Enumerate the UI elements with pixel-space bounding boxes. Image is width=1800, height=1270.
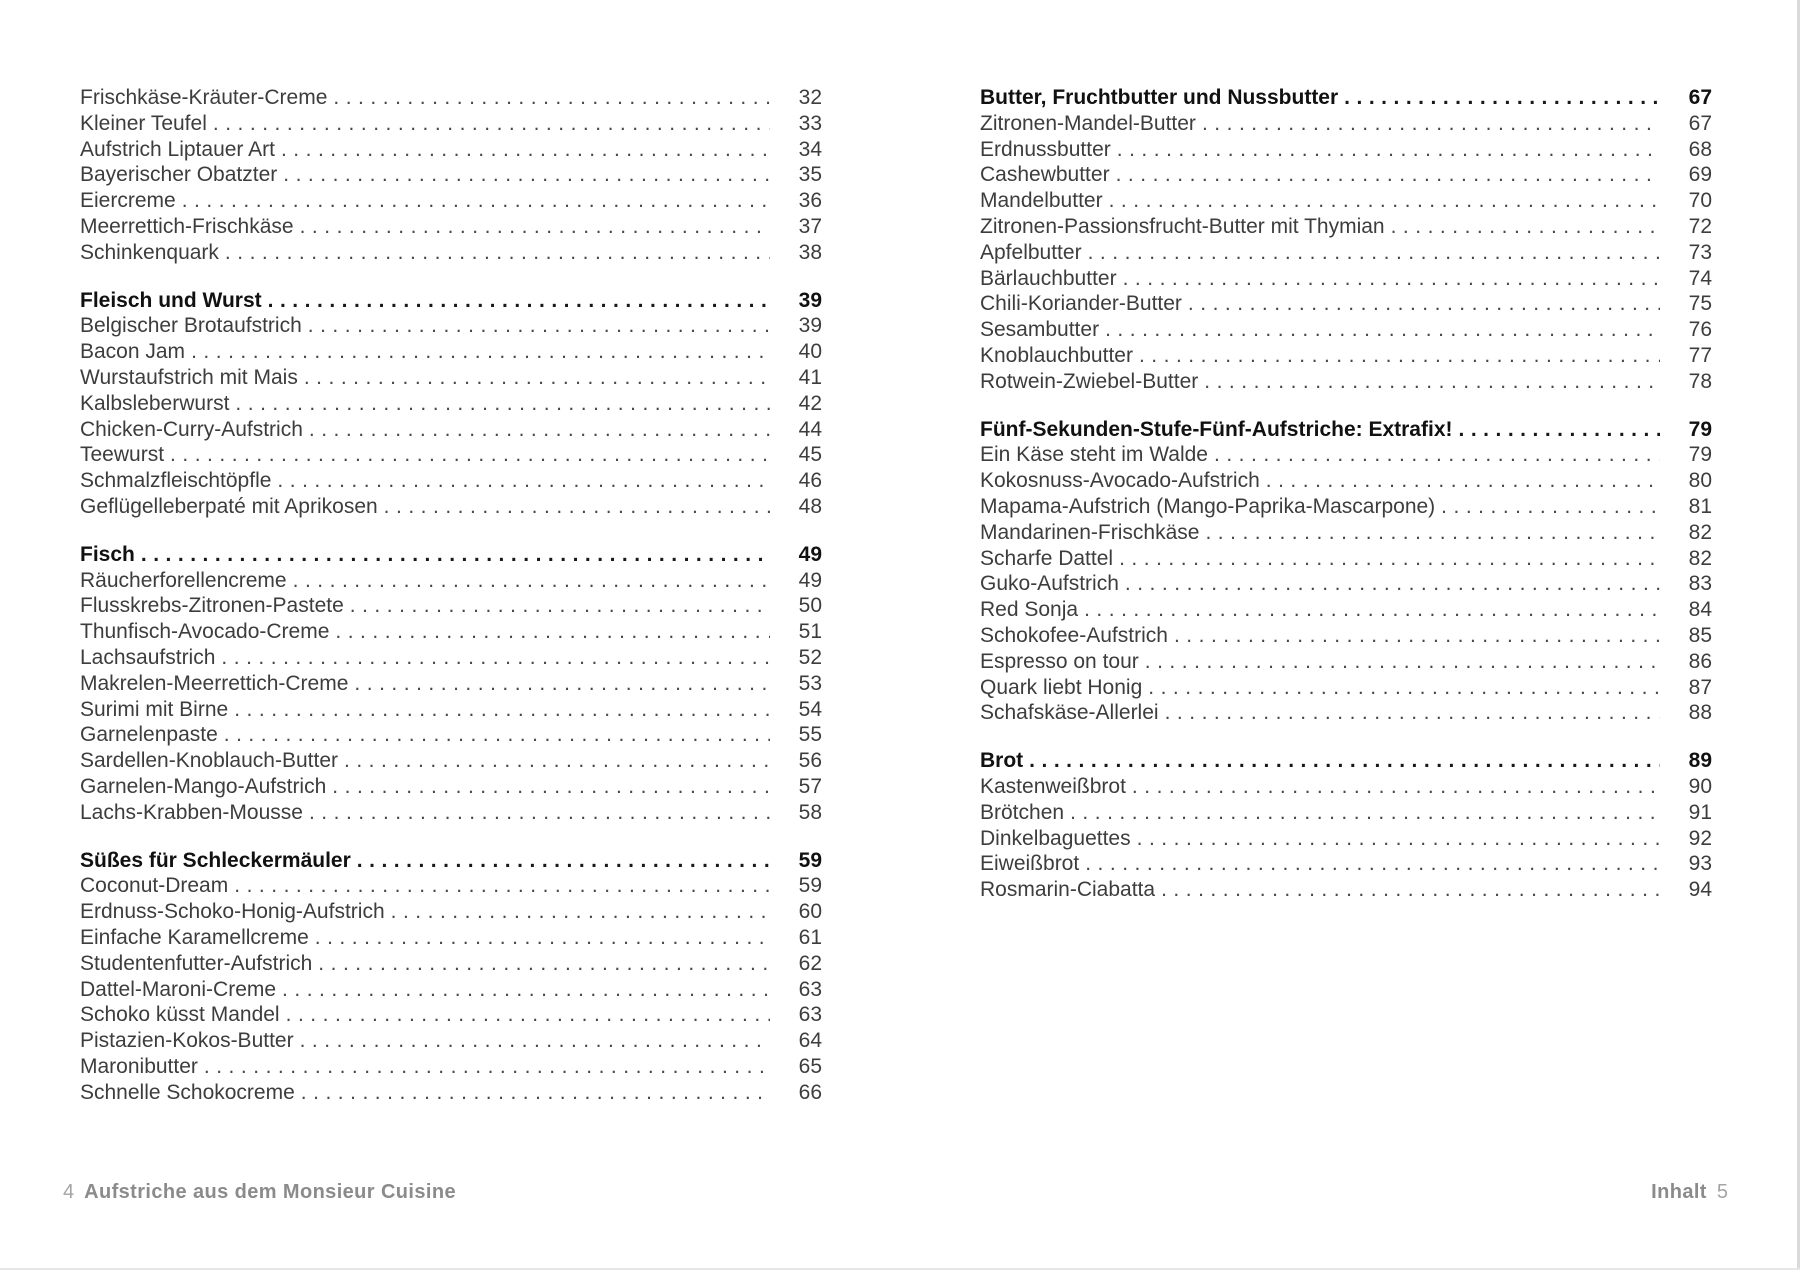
toc-entry-label: Quark liebt Honig [980,675,1143,699]
toc-entry-label: Surimi mit Birne [80,697,229,721]
toc-entry [80,111,822,137]
dot-leader [1441,494,1660,520]
toc-entry-page: 86 [1688,649,1712,673]
dot-leader [335,619,770,645]
toc-section [80,542,822,826]
toc-entry [80,468,822,494]
dot-leader [354,671,770,697]
toc-entry-page: 67 [1688,86,1712,109]
dot-leader [1070,800,1660,826]
toc-entry-page: 50 [798,594,822,618]
toc-entry [80,85,822,111]
dot-leader [277,468,770,494]
toc-entry [980,137,1712,163]
toc-entry [980,826,1712,852]
toc-entry-label: Butter, Fruchtbutter und Nussbutter [980,86,1339,109]
toc-entry-label: Lachs-Krabben-Mousse [80,800,303,824]
dot-leader [384,494,770,520]
toc-entry [80,977,822,1003]
toc-entry-page: 59 [798,848,822,872]
toc-entry-page: 53 [798,671,822,695]
toc-entry-page: 93 [1688,852,1712,876]
toc-entry [980,442,1712,468]
toc-entry-label: Fleisch und Wurst [80,288,262,312]
toc-entry-page: 45 [798,443,822,467]
toc-entry-page: 38 [798,240,822,264]
toc-entry-label: Garnelen-Mango-Aufstrich [80,774,327,798]
toc-entry [980,343,1712,369]
toc-entry-page: 89 [1688,749,1712,773]
toc-entry-label: Maronibutter [80,1054,198,1078]
toc-entry-label: Pistazien-Kokos-Butter [80,1029,294,1053]
toc-entry-page: 78 [1688,369,1712,393]
dot-leader [268,288,770,314]
toc-entry [980,520,1712,546]
toc-entry [80,748,822,774]
toc-entry-label: Red Sonja [980,598,1079,622]
dot-leader [1137,826,1660,852]
toc-entry-label: Schoko küsst Mandel [80,1003,280,1027]
toc-entry [980,111,1712,137]
toc-entry [980,546,1712,572]
toc-entry [80,1028,822,1054]
toc-entry-page: 79 [1688,417,1712,441]
toc-entry [80,313,822,339]
toc-entry-label: Schmalzfleischtöpfle [80,469,272,493]
dot-leader [300,214,770,240]
toc-entry [80,593,822,619]
dot-leader [141,542,770,568]
toc-entry-label: Thunfisch-Avocado-Creme [80,620,330,644]
footer-page-number-right: 5 [1716,1181,1728,1203]
toc-entry-label: Erdnuss-Schoko-Honig-Aufstrich [80,900,385,924]
toc-entry-label: Mapama-Aufstrich (Mango-Paprika-Mascarpone) [980,494,1436,518]
dot-leader [301,1080,770,1106]
toc-entry [80,951,822,977]
toc-entry-page: 69 [1688,163,1712,187]
toc-entry-label: Zitronen-Passionsfrucht-Butter mit Thymian [980,214,1385,238]
dot-leader [318,951,770,977]
dot-leader [1117,137,1660,163]
dot-leader [1205,520,1660,546]
dot-leader [1202,111,1660,137]
toc-entry [80,162,822,188]
toc-entry-label: Eiercreme [80,189,176,213]
toc-entry [80,800,822,826]
dot-leader [1344,85,1660,111]
footer-chapter-label: Inhalt [1651,1181,1707,1203]
dot-leader [234,873,770,899]
toc-entry-page: 82 [1688,546,1712,570]
toc-entry-label: Studentenfutter-Aufstrich [80,951,313,975]
toc-entry [980,188,1712,214]
toc-entry-page: 81 [1688,494,1712,518]
toc-entry [80,925,822,951]
toc-entry-page: 62 [798,951,822,975]
toc-entry [80,619,822,645]
dot-leader [1119,546,1660,572]
toc-entry-page: 40 [798,340,822,364]
toc-right-page [980,85,1712,903]
toc-entry-page: 79 [1688,443,1712,467]
toc-entry-label: Garnelenpaste [80,723,218,747]
toc-entry-label: Aufstrich Liptauer Art [80,137,275,161]
toc-entry [80,645,822,671]
toc-entry-label: Schokofee-Aufstrich [980,623,1168,647]
toc-entry [980,369,1712,395]
toc-entry-label: Apfelbutter [980,240,1082,264]
dot-leader [283,162,770,188]
toc-entry-page: 54 [798,697,822,721]
dot-leader [1188,291,1660,317]
toc-entry-label: Einfache Karamellcreme [80,925,309,949]
toc-entry-label: Cashewbutter [980,163,1110,187]
toc-entry-page: 56 [798,749,822,773]
toc-entry-label: Rotwein-Zwiebel-Butter [980,369,1199,393]
toc-entry-label: Coconut-Dream [80,874,229,898]
toc-entry-page: 84 [1688,598,1712,622]
toc-entry-label: Kalbsleberwurst [80,391,230,415]
dot-leader [1116,162,1660,188]
toc-entry-page: 90 [1688,774,1712,798]
toc-entry-label: Erdnussbutter [980,137,1111,161]
toc-left-page [80,85,822,1105]
toc-entry-page: 73 [1688,240,1712,264]
toc-entry [980,214,1712,240]
toc-entry-page: 34 [798,137,822,161]
toc-entry-label: Kastenweißbrot [980,774,1126,798]
toc-entry-page: 36 [798,189,822,213]
dot-leader [293,568,770,594]
toc-entry-label: Chicken-Curry-Aufstrich [80,417,303,441]
toc-entry-page: 64 [798,1029,822,1053]
dot-leader [1391,214,1660,240]
toc-section [80,848,822,1106]
toc-entry [80,722,822,748]
toc-entry-page: 68 [1688,137,1712,161]
toc-section [980,85,1712,395]
dot-leader [1123,266,1660,292]
dot-leader [281,137,770,163]
toc-entry-page: 33 [798,111,822,135]
toc-entry [80,1002,822,1028]
toc-entry-page: 52 [798,645,822,669]
toc-entry-label: Mandelbutter [980,189,1103,213]
toc-entry-label: Bacon Jam [80,340,186,364]
toc-entry-page: 44 [798,417,822,441]
toc-entry-label: Flusskrebs-Zitronen-Pastete [80,594,344,618]
toc-entry-page: 32 [798,86,822,109]
toc-entry-label: Guko-Aufstrich [980,572,1119,596]
dot-leader [1459,417,1661,443]
dot-leader [182,188,770,214]
toc-entry [980,317,1712,343]
toc-section [980,748,1712,903]
toc-entry-label: Sardellen-Knoblauch-Butter [80,749,338,773]
toc-entry-page: 72 [1688,214,1712,238]
toc-section [80,288,822,520]
toc-entry-page: 82 [1688,520,1712,544]
toc-entry [980,623,1712,649]
toc-entry-page: 35 [798,163,822,187]
dot-leader [1266,468,1660,494]
toc-entry-page: 60 [798,900,822,924]
toc-entry [80,339,822,365]
toc-entry-page: 49 [798,568,822,592]
toc-entry-page: 39 [798,288,822,312]
toc-entry-page: 55 [798,723,822,747]
toc-entry [980,675,1712,701]
toc-entry-page: 87 [1688,675,1712,699]
toc-entry-label: Geflügelleberpaté mit Aprikosen [80,494,378,518]
toc-entry-page: 57 [798,774,822,798]
dot-leader [332,774,770,800]
toc-entry-page: 75 [1688,292,1712,316]
toc-entry-label: Chili-Koriander-Butter [980,292,1182,316]
toc-entry-label: Schinkenquark [80,240,219,264]
toc-entry [980,494,1712,520]
toc-entry-label: Kleiner Teufel [80,111,207,135]
dot-leader [224,722,770,748]
dot-leader [1105,317,1660,343]
toc-section-heading [80,848,822,874]
toc-entry-page: 83 [1688,572,1712,596]
toc-entry-label: Knoblauchbutter [980,343,1133,367]
toc-entry-page: 58 [798,800,822,824]
toc-entry-page: 80 [1688,469,1712,493]
toc-entry [80,1080,822,1106]
footer-book-title: Aufstriche aus dem Monsieur Cuisine [84,1181,456,1203]
dot-leader [234,697,770,723]
dot-leader [357,848,770,874]
toc-entry-page: 65 [798,1054,822,1078]
dot-leader [1132,774,1660,800]
toc-entry [80,365,822,391]
toc-entry-label: Mandarinen-Frischkäse [980,520,1200,544]
toc-section-heading [80,288,822,314]
footer-left [63,1180,456,1204]
toc-entry-label: Brot [980,749,1024,773]
dot-leader [282,977,770,1003]
toc-entry [980,774,1712,800]
toc-entry-page: 91 [1688,800,1712,824]
toc-entry [980,649,1712,675]
toc-entry-page: 77 [1688,343,1712,367]
toc-entry-label: Makrelen-Meerrettich-Creme [80,671,349,695]
toc-section [80,85,822,266]
toc-entry-label: Bayerischer Obatzter [80,163,278,187]
dot-leader [350,593,770,619]
toc-entry-page: 76 [1688,318,1712,342]
toc-entry [80,417,822,443]
footer-page-number-left: 4 [63,1181,75,1203]
toc-entry-page: 85 [1688,623,1712,647]
toc-entry-page: 70 [1688,189,1712,213]
dot-leader [286,1002,770,1028]
toc-entry [80,240,822,266]
dot-leader [315,925,770,951]
toc-entry-label: Rosmarin-Ciabatta [980,878,1156,902]
dot-leader [333,85,770,111]
dot-leader [1029,748,1660,774]
toc-section-heading [980,85,1712,111]
dot-leader [1088,240,1660,266]
toc-entry [80,697,822,723]
toc-section-heading [80,542,822,568]
dot-leader [221,645,770,671]
dot-leader [204,1054,770,1080]
toc-entry-label: Espresso on tour [980,649,1139,673]
toc-entry-page: 51 [798,620,822,644]
toc-entry [80,899,822,925]
toc-entry [980,800,1712,826]
toc-entry-label: Wurstaufstrich mit Mais [80,365,298,389]
dot-leader [1204,369,1660,395]
toc-entry-page: 39 [798,314,822,338]
toc-entry [980,571,1712,597]
toc-entry-page: 46 [798,469,822,493]
toc-entry-label: Frischkäse-Kräuter-Creme [80,86,328,109]
toc-entry-label: Schnelle Schokocreme [80,1080,295,1104]
toc-entry [80,188,822,214]
toc-entry [80,873,822,899]
toc-entry-label: Süßes für Schleckermäuler [80,848,351,872]
toc-entry-page: 74 [1688,266,1712,290]
footer-right [1651,1180,1728,1204]
toc-entry [980,468,1712,494]
toc-section [980,417,1712,727]
dot-leader [213,111,770,137]
toc-entry-label: Dattel-Maroni-Creme [80,977,277,1001]
dot-leader [300,1028,770,1054]
toc-entry-page: 88 [1688,701,1712,725]
toc-entry [980,597,1712,623]
dot-leader [1145,649,1660,675]
toc-entry [80,1054,822,1080]
toc-entry-page: 63 [798,977,822,1001]
toc-entry-page: 49 [798,542,822,566]
toc-entry-page: 41 [798,365,822,389]
toc-entry-page: 42 [798,391,822,415]
dot-leader [308,313,770,339]
dot-leader [309,417,770,443]
toc-entry [980,162,1712,188]
dot-leader [1214,442,1660,468]
toc-entry-label: Belgischer Brotaufstrich [80,314,302,338]
toc-entry-page: 59 [798,874,822,898]
toc-entry-label: Ein Käse steht im Walde [980,443,1208,467]
dot-leader [1148,675,1660,701]
toc-entry [980,291,1712,317]
toc-entry-label: Kokosnuss-Avocado-Aufstrich [980,469,1260,493]
toc-entry-label: Schafskäse-Allerlei [980,701,1159,725]
dot-leader [344,748,770,774]
dot-leader [304,365,770,391]
dot-leader [235,391,770,417]
toc-entry [980,851,1712,877]
toc-entry-page: 61 [798,925,822,949]
toc-entry [80,494,822,520]
toc-entry [980,240,1712,266]
toc-entry-page: 63 [798,1003,822,1027]
toc-entry [80,774,822,800]
toc-entry-label: Zitronen-Mandel-Butter [980,111,1196,135]
toc-section-heading [980,748,1712,774]
toc-entry [80,391,822,417]
dot-leader [1109,188,1660,214]
dot-leader [170,442,770,468]
dot-leader [1174,623,1660,649]
toc-entry-label: Sesambutter [980,318,1100,342]
toc-entry-label: Bärlauchbutter [980,266,1117,290]
toc-section-heading [980,417,1712,443]
dot-leader [1085,851,1660,877]
toc-entry-page: 67 [1688,111,1712,135]
toc-entry-label: Brötchen [980,800,1065,824]
toc-entry-label: Fisch [80,542,135,566]
toc-entry-page: 92 [1688,826,1712,850]
toc-entry [80,442,822,468]
toc-entry [80,214,822,240]
toc-entry-label: Scharfe Dattel [980,546,1114,570]
toc-entry-label: Eiweißbrot [980,852,1080,876]
toc-entry-page: 94 [1688,878,1712,902]
toc-entry-label: Lachsaufstrich [80,645,216,669]
dot-leader [1165,700,1660,726]
toc-entry-label: Fünf-Sekunden-Stufe-Fünf-Aufstriche: Extrafix! [980,417,1453,441]
toc-entry [980,266,1712,292]
dot-leader [1125,571,1660,597]
dot-leader [309,800,770,826]
toc-entry-label: Meerrettich-Frischkäse [80,214,294,238]
toc-entry-label: Dinkelbaguettes [980,826,1131,850]
dot-leader [1084,597,1660,623]
toc-entry-label: Teewurst [80,443,165,467]
toc-entry [980,877,1712,903]
dot-leader [1161,877,1660,903]
toc-entry-page: 48 [798,494,822,518]
dot-leader [391,899,770,925]
toc-entry [980,700,1712,726]
dot-leader [1139,343,1660,369]
toc-entry-page: 37 [798,214,822,238]
toc-entry [80,568,822,594]
dot-leader [191,339,770,365]
toc-entry-label: Räucherforellencreme [80,568,287,592]
toc-entry [80,137,822,163]
dot-leader [225,240,770,266]
toc-entry [80,671,822,697]
toc-entry-page: 66 [798,1080,822,1104]
